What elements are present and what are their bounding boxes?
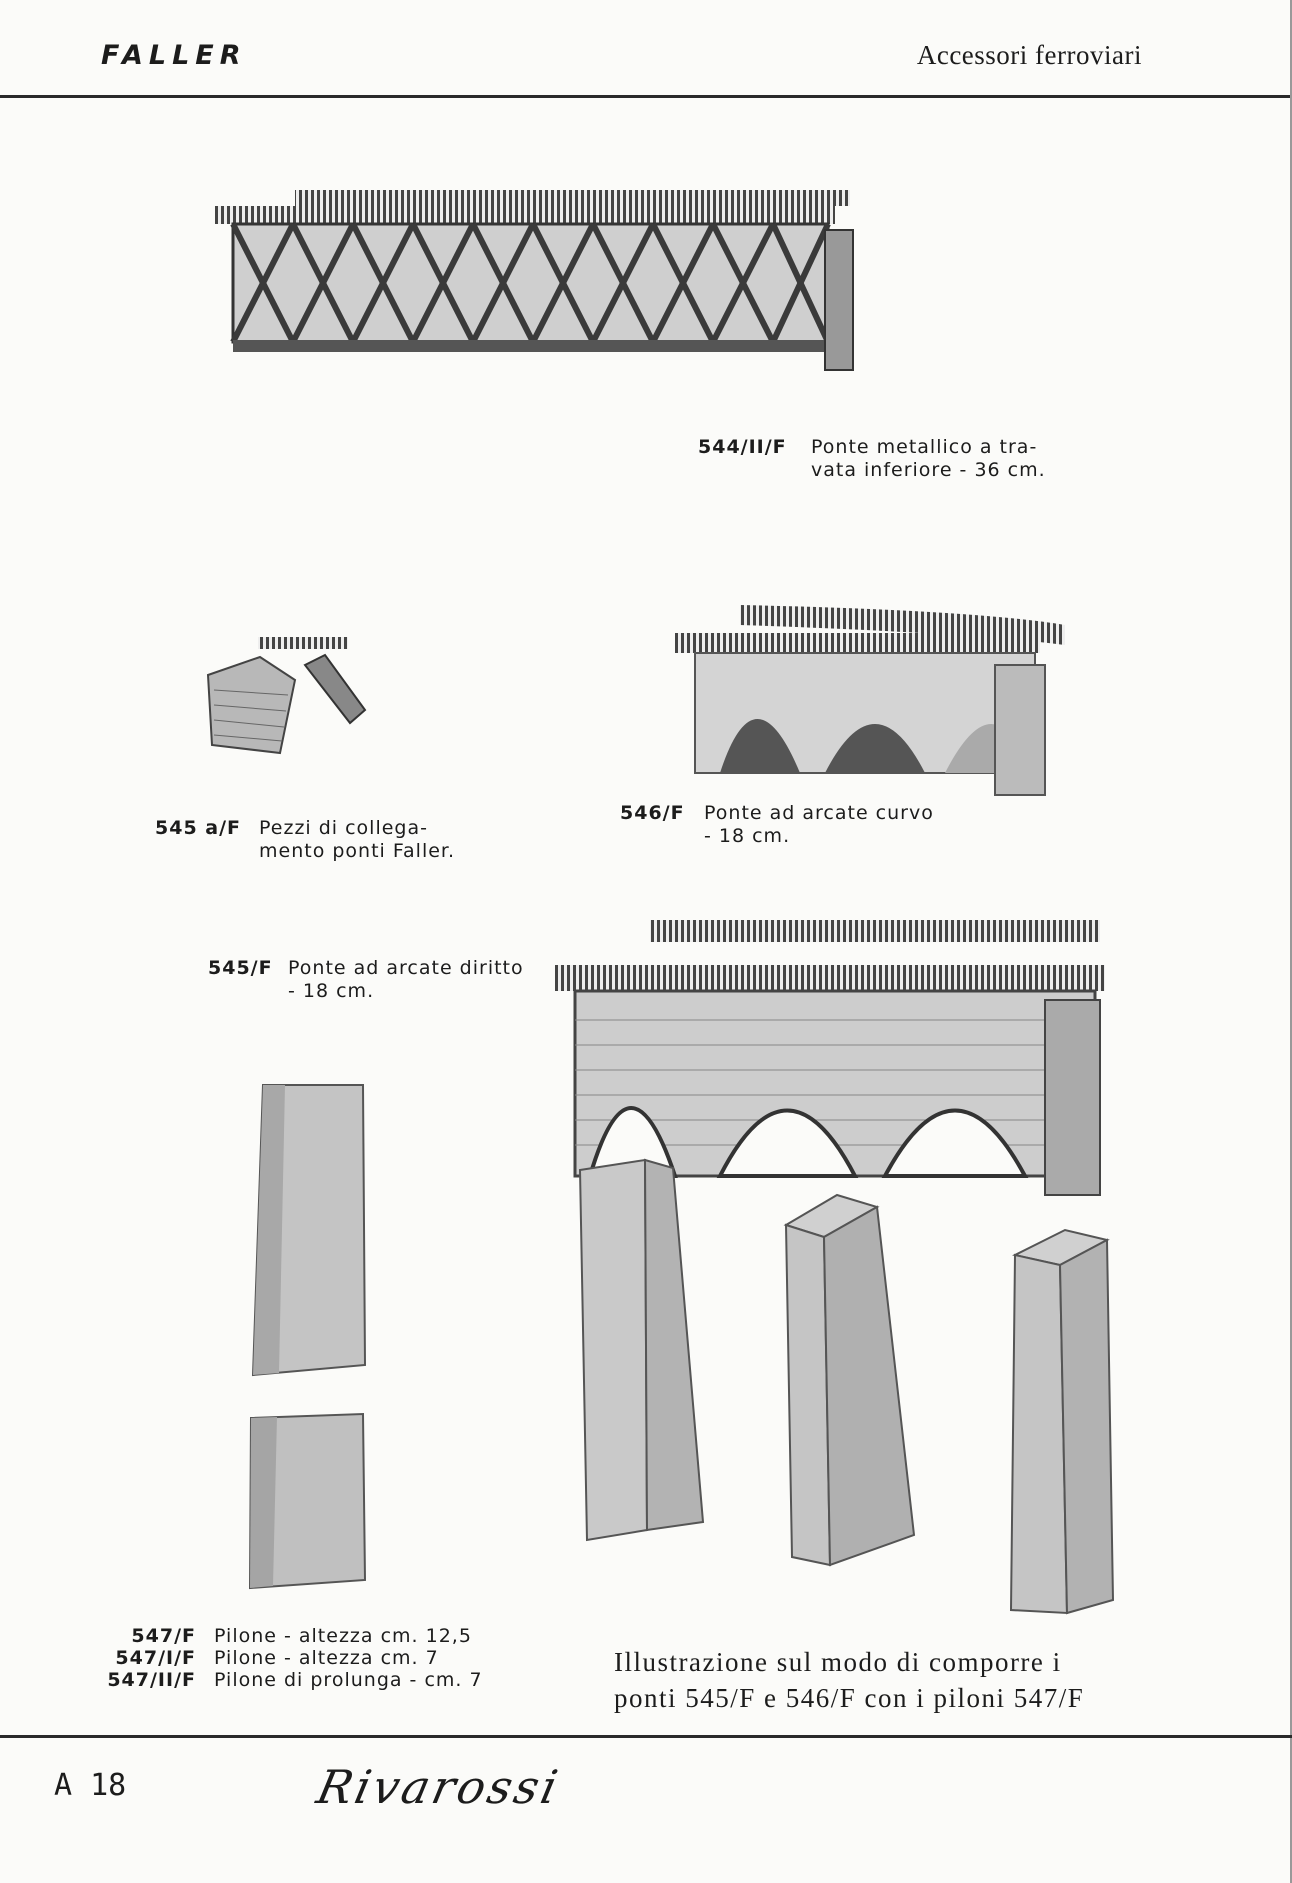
footer-rule — [0, 1735, 1292, 1738]
product-desc-line1: Ponte metallico a tra- — [811, 436, 1038, 458]
straight-arch-bridge-image — [555, 920, 1105, 1200]
product-desc-line2: - 18 cm. — [704, 825, 791, 847]
pylon-desc: Pilone - altezza cm. 12,5 — [214, 1625, 472, 1647]
truss-bridge-image — [215, 190, 855, 390]
brand-name: FALLER — [101, 40, 247, 71]
section-title: Accessori ferroviari — [916, 40, 1142, 70]
pylon-code: 547/I/F — [115, 1647, 196, 1669]
pylon-tall-image — [245, 1085, 375, 1375]
product-desc-line1: Ponte ad arcate diritto — [288, 957, 524, 979]
product-code: 544/II/F — [698, 436, 787, 458]
connector-pieces-image — [200, 635, 370, 760]
pylon-desc: Pilone - altezza cm. 7 — [214, 1647, 439, 1669]
product-desc-line2: mento ponti Faller. — [259, 840, 456, 862]
publisher-logo: Rivarossi — [312, 1760, 566, 1814]
pylon-code: 547/F — [131, 1625, 196, 1647]
product-desc-line1: Pezzi di collega- — [259, 817, 428, 839]
illustration-note-line2: ponti 545/F e 546/F con i piloni 547/F — [614, 1683, 1085, 1713]
product-desc-line2: - 18 cm. — [288, 980, 375, 1002]
pylon-desc: Pilone di prolunga - cm. 7 — [214, 1669, 483, 1691]
product-code: 545 a/F — [155, 817, 242, 839]
curved-arch-bridge-image — [675, 605, 1080, 800]
illustration-note-line1: Illustrazione sul modo di comporre i — [614, 1647, 1062, 1677]
pylon-assembly-left-image — [575, 1160, 710, 1540]
header-rule — [0, 95, 1292, 98]
pylon-assembly-middle-image — [782, 1195, 917, 1570]
pylon-short-image — [245, 1410, 370, 1590]
product-code: 545/F — [208, 957, 273, 979]
pylon-assembly-right-image — [1005, 1225, 1135, 1620]
page-number: A 18 — [54, 1768, 127, 1803]
product-code: 546/F — [620, 802, 685, 824]
pylon-code: 547/II/F — [107, 1669, 196, 1691]
product-desc-line1: Ponte ad arcate curvo — [704, 802, 934, 824]
product-desc-line2: vata inferiore - 36 cm. — [811, 459, 1046, 481]
